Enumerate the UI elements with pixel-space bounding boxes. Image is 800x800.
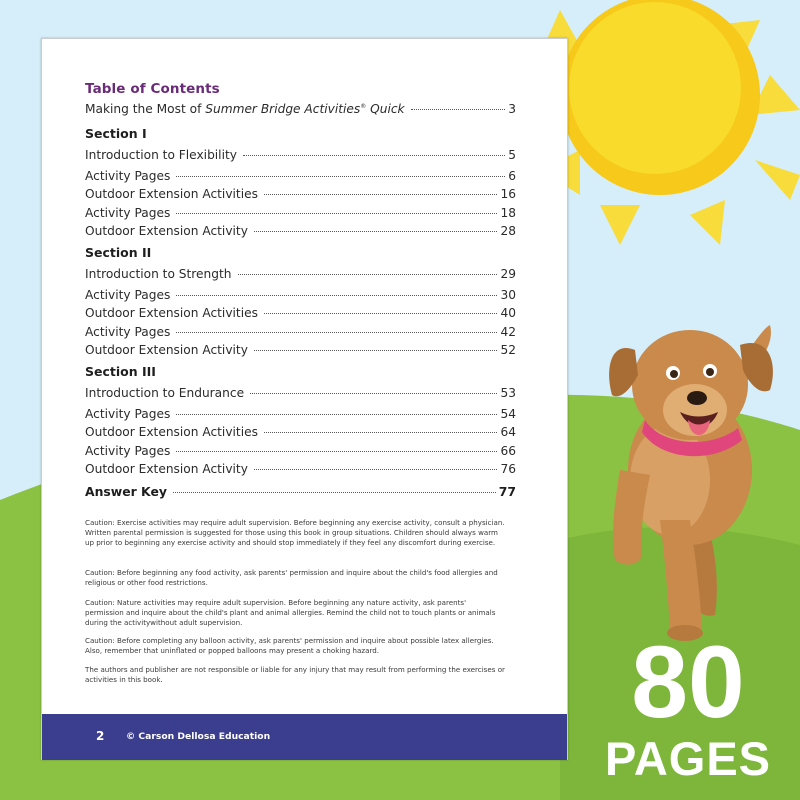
toc-entry-label: Activity Pages — [85, 169, 171, 183]
toc-page-number: 66 — [500, 444, 516, 458]
caution-nature: Caution: Nature activities may require adult supervision. Before beginning any nature activity, ask parents' permission and inquire about the child's plant and animal allergies. Remind the child not to touch plants or animals during the activitywithout adult supervision. — [85, 598, 496, 628]
section-heading: Section II — [85, 245, 152, 260]
toc-page-number: 54 — [500, 407, 516, 421]
dot-leader — [238, 274, 498, 275]
toc-page-number: 16 — [500, 187, 516, 201]
toc-entry — [85, 187, 516, 205]
dot-leader — [264, 194, 498, 195]
toc-title: Table of Contents — [85, 81, 220, 97]
dot-leader — [250, 393, 497, 394]
toc-page-number: 29 — [500, 267, 516, 281]
toc-page-number: 40 — [500, 306, 516, 320]
toc-entry-label — [85, 102, 405, 116]
page-footer — [42, 714, 567, 760]
toc-entry-label: Outdoor Extension Activity — [85, 462, 248, 476]
toc-page-number: 64 — [500, 425, 516, 439]
toc-page-number: 5 — [508, 148, 516, 162]
toc-entry-label: Outdoor Extension Activity — [85, 224, 248, 238]
dot-leader — [176, 213, 497, 214]
toc-entry-label: Answer Key — [85, 484, 167, 499]
dot-leader — [176, 332, 497, 333]
toc-entry — [85, 386, 516, 404]
dot-leader — [176, 176, 505, 177]
toc-entry — [85, 407, 516, 425]
intro-title-italic: Summer Bridge Activities — [205, 102, 361, 116]
toc-entry — [85, 267, 516, 285]
liability-disclaimer: The authors and publisher are not responsible or liable for any injury that may result from performing the exercises or activities in this book. — [85, 665, 505, 685]
toc-entry-label: Activity Pages — [85, 288, 171, 302]
toc-entry-label: Introduction to Flexibility — [85, 148, 237, 162]
toc-entry-answer-key — [85, 484, 516, 502]
toc-entry — [85, 169, 516, 187]
toc-page-number: 76 — [500, 462, 516, 476]
page-count: 80 — [631, 625, 745, 739]
toc-page-number: 53 — [500, 386, 516, 400]
toc-page-number: 6 — [508, 169, 516, 183]
book-page — [41, 38, 568, 760]
toc-entry-intro — [85, 102, 516, 120]
toc-page-number: 42 — [500, 325, 516, 339]
dot-leader — [173, 492, 496, 493]
toc-entry-label: Introduction to Strength — [85, 267, 232, 281]
copyright: © Carson Dellosa Education — [126, 731, 271, 742]
toc-page-number: 77 — [498, 484, 516, 499]
toc-entry — [85, 444, 516, 462]
toc-entry — [85, 462, 516, 480]
caution-food: Caution: Before beginning any food activity, ask parents' permission and inquire about the child's food allergies and religious or other food restrictions. — [85, 568, 498, 588]
caution-balloon: Caution: Before completing any balloon activity, ask parents' permission and inquire about possible latex allergies. Also, remember that uninflated or popped balloons may present a choking hazard. — [85, 636, 494, 656]
dot-leader — [264, 313, 498, 314]
toc-entry — [85, 148, 516, 166]
toc-entry — [85, 206, 516, 224]
dot-leader — [411, 109, 506, 110]
toc-entry — [85, 325, 516, 343]
toc-page-number: 3 — [508, 102, 516, 116]
toc-entry-label: Activity Pages — [85, 325, 171, 339]
dot-leader — [254, 231, 498, 232]
toc-entry-label: Outdoor Extension Activities — [85, 187, 258, 201]
toc-entry — [85, 343, 516, 361]
dot-leader — [243, 155, 505, 156]
toc-page-number: 30 — [500, 288, 516, 302]
toc-entry-label: Activity Pages — [85, 206, 171, 220]
toc-entry-label: Outdoor Extension Activities — [85, 425, 258, 439]
dot-leader — [254, 469, 498, 470]
section-heading: Section III — [85, 364, 156, 379]
page-number: 2 — [96, 729, 105, 743]
toc-entry-label: Activity Pages — [85, 444, 171, 458]
toc-entry — [85, 306, 516, 324]
toc-entry-label: Outdoor Extension Activities — [85, 306, 258, 320]
toc-entry-label: Introduction to Endurance — [85, 386, 245, 400]
registered-mark: ® — [360, 103, 367, 110]
toc-page-number: 18 — [500, 206, 516, 220]
page-count-label: PAGES — [604, 732, 772, 785]
section-heading: Section I — [85, 126, 147, 141]
intro-prefix: Making the Most of — [85, 102, 206, 116]
dot-leader — [264, 432, 498, 433]
dot-leader — [176, 295, 497, 296]
caution-exercise: Caution: Exercise activities may require adult supervision. Before beginning any exercise activity, consult a physician. Written parental permission is suggested for those using this book in group situations. Children should always warm up prior to beginning any exercise activity and should stop immediately if they feel any discomfort during exercise. — [85, 518, 505, 548]
toc-entry-label: Activity Pages — [85, 407, 171, 421]
dot-leader — [176, 451, 497, 452]
toc-page-number: 52 — [500, 343, 516, 357]
dot-leader — [176, 414, 497, 415]
toc-page-number: 28 — [500, 224, 516, 238]
toc-entry — [85, 288, 516, 306]
toc-entry — [85, 425, 516, 443]
intro-suffix: Quick — [366, 102, 405, 116]
toc-entry-label: Outdoor Extension Activity — [85, 343, 248, 357]
toc-entry — [85, 224, 516, 242]
dot-leader — [254, 350, 498, 351]
